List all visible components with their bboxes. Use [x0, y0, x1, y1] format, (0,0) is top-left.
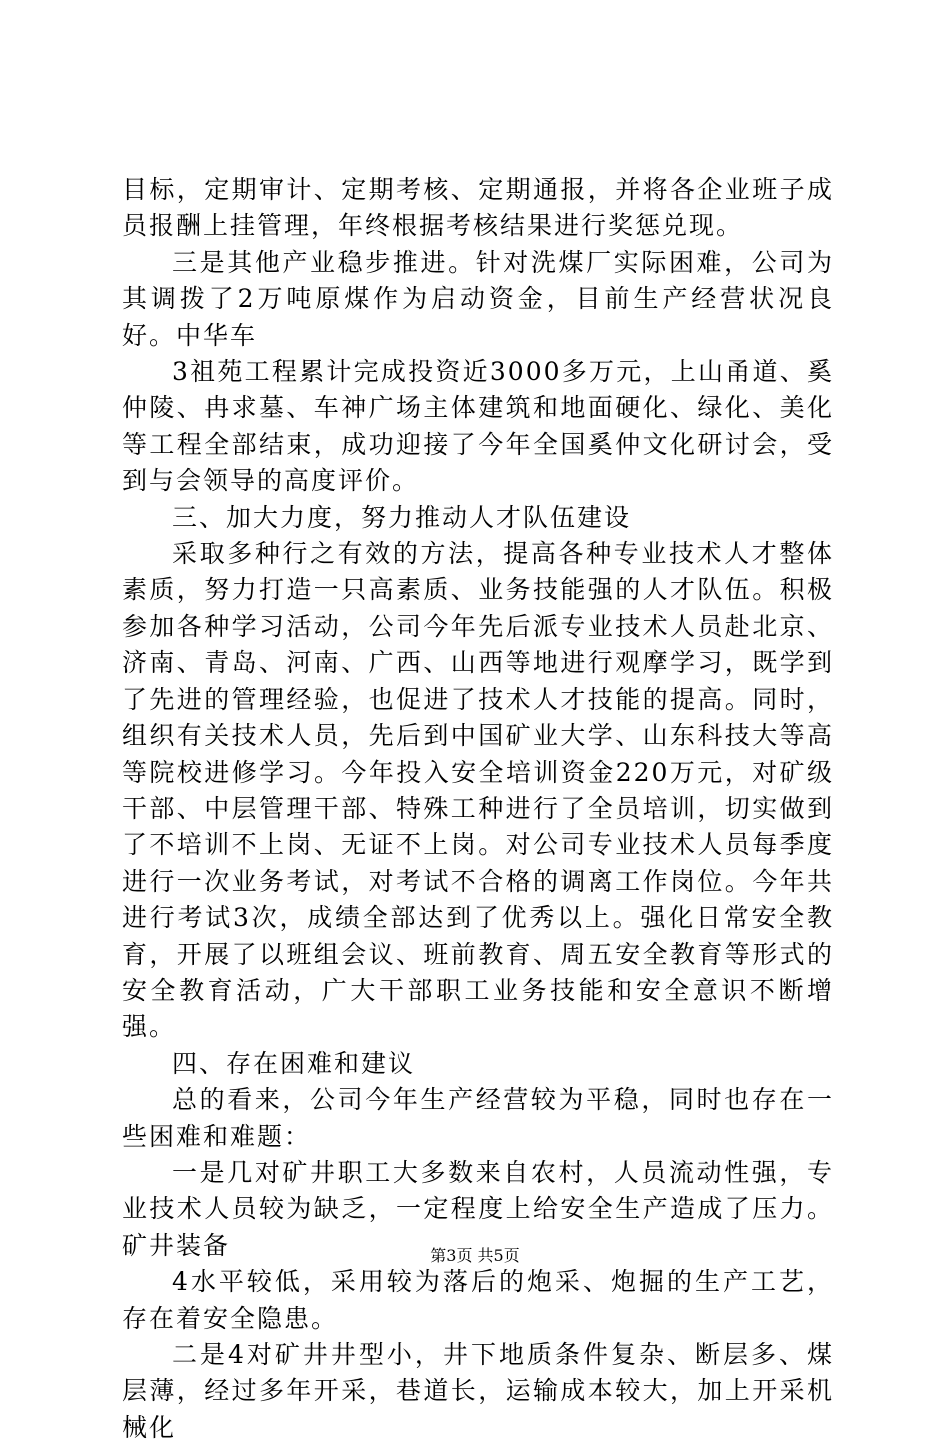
paragraph-difficulty-one: 一是几对矿井职工大多数来自农村，人员流动性强，专业技术人员较为缺乏，一定程度上给安全生产造成了压力。矿井装备: [122, 1157, 834, 1260]
paragraph-equipment: 4水平较低，采用较为落后的炮采、炮掘的生产工艺，存在着安全隐患。: [122, 1267, 834, 1333]
paragraph-other-industries: 三是其他产业稳步推进。针对洗煤厂实际困难，公司为其调拨了2万吨原煤作为启动资金，目前生产经营状况良好。中华车: [122, 247, 834, 350]
paragraph-continuation: 目标，定期审计、定期考核、定期通报，并将各企业班子成员报酬上挂管理，年终根据考核结果进行奖惩兑现。: [122, 175, 834, 241]
paragraph-difficulty-two: 二是4对矿井井型小，井下地质条件复杂、断层多、煤层薄，经过多年开采，巷道长，运输成本较大，加上开采机械化: [122, 1340, 834, 1442]
paragraph-overview: 总的看来，公司今年生产经营较为平稳，同时也存在一些困难和难题：: [122, 1085, 834, 1151]
paragraph-talent-training: 采取多种行之有效的方法，提高各种专业技术人才整体素质，努力打造一只高素质、业务技能强的人才队伍。积极参加各种学习活动，公司今年先后派专业技术人员赴北京、济南、青岛、河南、广西、山西等地进行观摩学习，既学到了先进的管理经验，也促进了技术人才技能的提高。同时，组织有关技术人员，先后到中国矿业大学、山东科技大等高等院校进修学习。今年投入安全培训资金220万元，对矿级干部、中层管理干部、特殊工种进行了全员培训，切实做到了不培训不上岗、无证不上岗。对公司专业技术人员每季度进行一次业务考试，对考试不合格的调离工作岗位。今年共进行考试3次，成绩全部达到了优秀以上。强化日常安全教育，开展了以班组会议、班前教育、周五安全教育等形式的安全教育活动，广大干部职工业务技能和安全意识不断增强。: [122, 539, 834, 1042]
section-heading-difficulties: 四、存在困难和建议: [172, 1048, 416, 1078]
paragraph-ancestral-park: 3祖苑工程累计完成投资近3000多万元，上山甬道、奚仲陵、冉求墓、车神广场主体建筑和地面硬化、绿化、美化等工程全部结束，成功迎接了今年全国奚仲文化研讨会，受到与会领导的高度评价。: [122, 357, 834, 496]
section-heading-talent: 三、加大力度，努力推动人才队伍建设: [172, 502, 632, 532]
page-number-footer: 第3页 共5页: [430, 1246, 520, 1265]
